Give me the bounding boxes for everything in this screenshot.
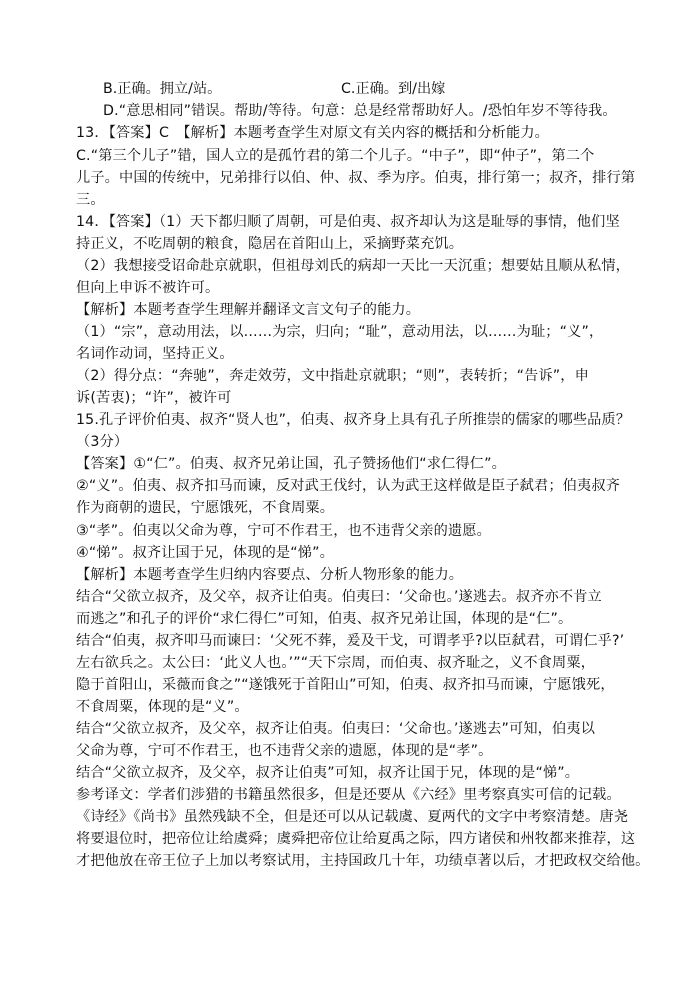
- text-line: 诉(苦衷)；“许”，被许可: [76, 390, 232, 406]
- text-line: 《诗经》《尚书》虽然残缺不全，但是还可以从记载虞、夏两代的文字中考察清楚。唐尧: [76, 809, 629, 825]
- text-line: （2）得分点：“奔驰”，奔走效劳，文中指赴京就职；“则”，表转折；“告诉”，申: [76, 368, 589, 384]
- text-line: （2）我想接受诏命赴京就职，但祖母刘氏的病却一天比一天沉重；想要姑且顺从私情，: [76, 258, 631, 274]
- text-line: 左右欲兵之。太公曰：‘此义人也。’”“天下宗周，而伯夷、叔齐耻之，义不食周粟，: [76, 655, 596, 671]
- text-line: 参考译文：学者们涉猎的书籍虽然很多，但是还要从《六经》里考察真实可信的记载。: [76, 787, 621, 803]
- text-line: 不食周粟，体现的是“义”。: [76, 699, 249, 715]
- text-line: 作为商朝的遗民，宁愿饿死，不食周粟。: [76, 500, 335, 516]
- option-c: C.正确。到/出嫁: [341, 81, 446, 97]
- text-line: 结合“父欲立叔齐，及父卒，叔齐让伯夷”可知，叔齐让国于兄，体现的是“悌”。: [76, 765, 580, 781]
- text-line: 结合“伯夷，叔齐叩马而谏曰：‘父死不葬，爰及干戈，可谓孝乎?以臣弑君，可谓仁乎?’: [76, 633, 625, 649]
- text-line: 儿子。中国的传统中，兄弟排行以伯、仲、叔、季为序。伯夷，排行第一；叔齐，排行第: [76, 170, 636, 186]
- text-line: 持正义，不吃周朝的粮食，隐居在首阳山上，采摘野菜充饥。: [76, 236, 464, 252]
- text-line: 结合“父欲立叔齐，及父卒，叔齐让伯夷。伯夷曰：‘父命也。’遂逃去。叔齐亦不肯立: [76, 589, 602, 605]
- text-line: C.“第三个儿子”错，国人立的是孤竹君的第二个儿子。“中子”，即“仲子”，第二个: [76, 148, 595, 164]
- text-line: 父命为尊，宁可不作君王，也不违背父亲的遗愿，体现的是“孝”。: [76, 743, 493, 759]
- text-line: 而逃之”和孔子的评价“求仁得仁”可知，伯夷、叔齐兄弟让国，体现的是“仁”。: [76, 611, 573, 627]
- option-b: B.正确。拥立/站。: [103, 81, 222, 97]
- text-line: 15.孔子评价伯夷、叔齐“贤人也”，伯夷、叔齐身上具有孔子所推崇的儒家的哪些品质？: [76, 412, 631, 428]
- text-line: （1）“宗”，意动用法，以……为宗，归向；“耻”，意动用法，以……为耻；“义”，: [76, 324, 604, 340]
- text-line: 将要退位时，把帝位让给虞舜；虞舜把帝位让给夏禹之际，四方诸侯和州牧都来推荐，这: [76, 831, 636, 847]
- text-line: 才把他放在帝王位子上加以考察试用，主持国政几十年，功绩卓著以后，才把政权交给他。: [76, 853, 650, 869]
- text-line: 14．【答案】（1）天下都归顺了周朝，可是伯夷、叔齐却认为这是耻辱的事情，他们坚: [76, 214, 620, 230]
- text-line: 13．【答案】C 【解析】本题考查学生对原文有关内容的概括和分析能力。: [76, 125, 550, 141]
- text-line: 隐于首阳山，采薇而食之”“遂饿死于首阳山”可知，伯夷、叔齐扣马而谏，宁愿饿死，: [76, 677, 615, 693]
- text-line: ④“悌”。叔齐让国于兄，体现的是“悌”。: [76, 545, 334, 561]
- text-line: 名词作动词，坚持正义。: [76, 346, 234, 362]
- text-line: 但向上申诉不被许可。: [76, 280, 220, 296]
- text-line: 【解析】本题考查学生理解并翻译文言文句子的能力。: [76, 302, 421, 318]
- text-line: 结合“父欲立叔齐，及父卒，叔齐让伯夷。伯夷曰：‘父命也。’遂逃去”可知，伯夷以: [76, 721, 596, 737]
- text-line: ②“义”。伯夷、叔齐扣马而谏，反对武王伐纣，认为武王这样做是臣子弑君；伯夷叔齐: [76, 478, 621, 494]
- text-line: （3分）: [76, 434, 129, 450]
- text-line: ③“孝”。伯夷以父命为尊，宁可不作君王，也不违背父亲的遗愿。: [76, 523, 491, 539]
- option-d: D.“意思相同”错误。帮助/等待。句意：总是经常帮助好人。/恐怕年岁不等待我。: [103, 103, 617, 119]
- text-line: 三。: [76, 192, 105, 208]
- text-line: 【答案】①“仁”。伯夷、叔齐兄弟让国，孔子赞扬他们“求仁得仁”。: [76, 456, 506, 472]
- text-line: 【解析】本题考查学生归纳内容要点、分析人物形象的能力。: [76, 567, 464, 583]
